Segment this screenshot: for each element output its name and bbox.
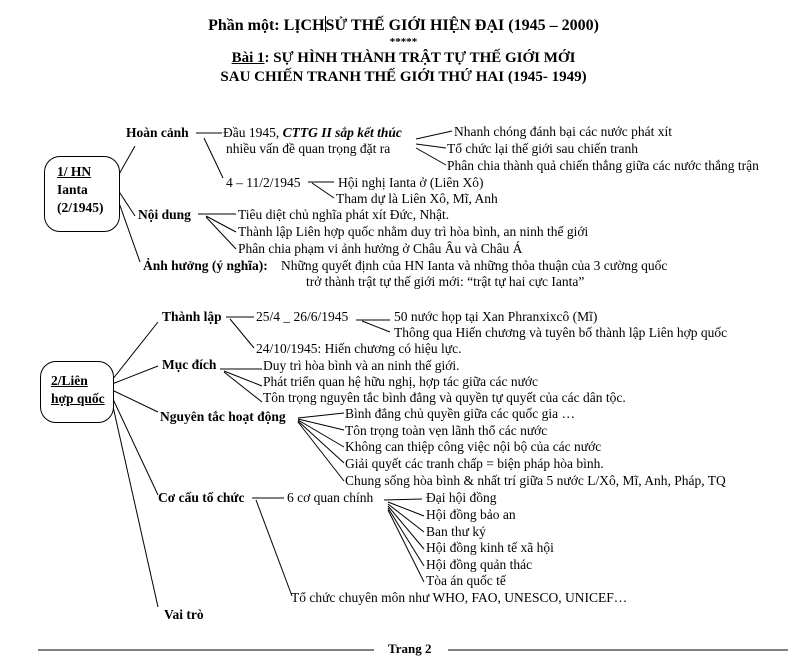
lesson-title-1: : SỰ HÌNH THÀNH TRẬT TỰ THẾ GIỚI MỚI xyxy=(264,50,576,66)
organ-5: Hội đồng quản thác xyxy=(426,557,533,572)
section-1-title-line1: 1/ HN xyxy=(57,164,92,179)
principle-item-5: Chung sống hòa bình & nhất trí giữa 5 nước L/Xô, Mĩ, Anh, Pháp, TQ xyxy=(345,473,726,488)
context-label: Hoàn cảnh xyxy=(126,125,189,140)
purpose-item-2: Phát triển quan hệ hữu nghị, hợp tác giữa các nước xyxy=(263,374,539,389)
part-prefix: Phần một: xyxy=(208,17,284,34)
organ-3: Ban thư ký xyxy=(426,524,486,539)
charter-effective: 24/10/1945: Hiến chương có hiệu lực. xyxy=(256,341,462,356)
lesson-subtitle: SAU CHIẾN TRANH THẾ GIỚI THỨ HAI (1945- 1949) xyxy=(220,69,587,85)
role-label: Vai trò xyxy=(164,607,204,622)
purpose-item-3: Tôn trọng nguyên tắc bình đẳng và quyền tự quyết của các dân tộc. xyxy=(263,390,626,405)
context-line1-emphasis: CTTG II sắp kết thúc xyxy=(282,125,402,140)
section-1-title xyxy=(57,163,104,217)
context-issue-2: Tổ chức lại thế giới sau chiến tranh xyxy=(447,141,639,156)
part-title-1: LỊCH xyxy=(283,17,325,34)
purpose-item-1: Duy trì hòa bình và an ninh thế giới. xyxy=(263,358,460,373)
organ-6: Tòa án quốc tế xyxy=(426,573,506,588)
structure-label: Cơ cấu tổ chức xyxy=(158,490,245,505)
part-title-2: SỬ THẾ GIỚI HIỆN ĐẠI (1945 – 2000) xyxy=(325,17,599,34)
impact-line2: trở thành trật tự thế giới mới: “trật tự hai cực Ianta” xyxy=(306,274,585,289)
organ-4: Hội đồng kinh tế xã hội xyxy=(426,540,554,555)
section-1-title-line2: Ianta xyxy=(57,182,88,197)
conference-name: Hội nghị Ianta ở (Liên Xô) xyxy=(338,175,484,190)
conference-participants: Tham dự là Liên Xô, Mĩ, Anh xyxy=(336,191,498,206)
principle-item-1: Bình đẳng chủ quyền giữa các quốc gia … xyxy=(345,406,576,421)
lesson-label: Bài 1 xyxy=(231,50,265,66)
structure-main: 6 cơ quan chính xyxy=(287,490,374,505)
founding-item-1: 50 nước họp tại Xan Phranxixcô (Mĩ) xyxy=(394,309,598,324)
context-line1 xyxy=(223,125,402,141)
purpose-label: Mục đích xyxy=(162,357,217,372)
context-issue-3: Phân chia thành quả chiến thắng giữa các nước thắng trận xyxy=(447,158,759,173)
founding-item-2: Thông qua Hiến chương và tuyên bố thành lập Liên hợp quốc xyxy=(394,325,728,340)
organ-2: Hội đồng bảo an xyxy=(426,507,516,522)
context-line1-prefix: Đầu 1945, xyxy=(223,125,283,140)
principle-item-4: Giải quyết các tranh chấp = biện pháp hòa bình. xyxy=(345,456,604,471)
founding-date: 25/4 _ 26/6/1945 xyxy=(256,309,349,324)
context-issue-1: Nhanh chóng đánh bại các nước phát xít xyxy=(454,124,673,139)
conference-date: 4 – 11/2/1945 xyxy=(226,175,301,190)
content-item-1: Tiêu diệt chủ nghĩa phát xít Đức, Nhật. xyxy=(238,207,450,222)
page-number: Trang 2 xyxy=(388,641,432,656)
section-2-title-line2: hợp quốc xyxy=(51,391,105,406)
principle-item-2: Tôn trọng toàn vẹn lãnh thổ các nước xyxy=(345,423,548,438)
section-1-title-line3: (2/1945) xyxy=(57,200,104,215)
section-2-title xyxy=(51,372,105,408)
content-item-2: Thành lập Liên hợp quốc nhằm duy trì hòa bình, an ninh thế giới xyxy=(238,224,589,239)
stars: ***** xyxy=(389,36,418,48)
organ-1: Đại hội đồng xyxy=(426,490,497,505)
content-label: Nội dung xyxy=(138,207,191,222)
principle-item-3: Không can thiệp công việc nội bộ của các nước xyxy=(345,439,602,454)
impact-label: Ảnh hưởng (ý nghĩa): xyxy=(143,258,268,273)
context-line2: nhiều vấn đề quan trọng đặt ra xyxy=(226,141,391,156)
founding-label: Thành lập xyxy=(162,309,222,324)
impact-line1: Những quyết định của HN Ianta và những thỏa thuận của 3 cường quốc xyxy=(281,258,668,273)
specialized-agencies: Tổ chức chuyên môn như WHO, FAO, UNESCO, UNICEF… xyxy=(291,590,628,605)
content-item-3: Phân chia phạm vi ảnh hưởng ở Châu Âu và Châu Á xyxy=(238,241,523,256)
section-2-title-line1: 2/Liên xyxy=(51,373,88,388)
principles-label: Nguyên tắc hoạt động xyxy=(160,409,286,424)
